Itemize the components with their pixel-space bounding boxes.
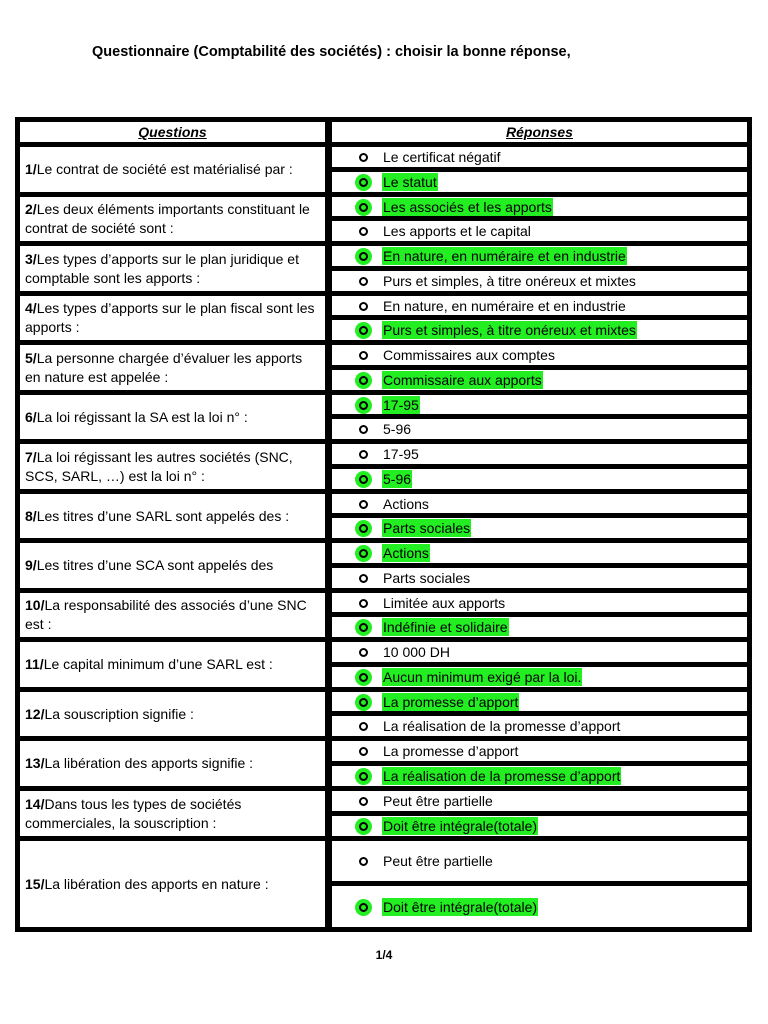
question-cell xyxy=(19,592,326,638)
answer-option-correct xyxy=(331,765,748,787)
question-text xyxy=(25,875,269,894)
question-cell xyxy=(19,790,326,837)
answer-option xyxy=(331,715,748,737)
question-number: 11/ xyxy=(25,656,44,672)
answer-text: 10 000 DH xyxy=(383,644,450,660)
answer-text: Doit être intégrale(totale) xyxy=(383,818,538,834)
answer-option-correct xyxy=(331,369,748,391)
answer-text: Les apports et le capital xyxy=(383,223,531,239)
question-label: La loi régissant la SA est la loi n° : xyxy=(36,408,248,425)
circle-bullet-icon xyxy=(359,302,368,311)
circle-bullet-icon xyxy=(359,425,368,434)
circle-bullet-icon xyxy=(359,772,368,781)
circle-bullet-icon xyxy=(359,747,368,756)
answer-option xyxy=(331,740,748,762)
answer-option xyxy=(331,790,748,812)
answer-option xyxy=(331,418,748,440)
question-cell xyxy=(19,641,326,688)
answer-text: 17-95 xyxy=(383,396,419,413)
questionnaire-table xyxy=(15,117,752,932)
answer-option xyxy=(331,344,748,366)
question-text xyxy=(25,705,194,724)
answer-text: Le statut xyxy=(383,174,437,190)
answer-text: En nature, en numéraire et en industrie xyxy=(383,297,626,314)
answer-option-correct xyxy=(331,616,748,638)
answer-text: Limitée aux apports xyxy=(383,594,506,611)
question-number: 10/ xyxy=(25,597,45,613)
question-cell xyxy=(19,443,326,490)
answer-option-correct xyxy=(331,666,748,688)
question-number: 14/ xyxy=(25,795,45,812)
question-label: Dans tous les types de sociétés commerciales, la souscription : xyxy=(25,795,242,831)
answer-option xyxy=(331,220,748,242)
circle-bullet-icon xyxy=(359,857,368,866)
answer-option xyxy=(331,840,748,882)
question-text xyxy=(25,200,320,238)
answer-option-correct xyxy=(331,885,748,928)
answer-option-correct xyxy=(331,171,748,193)
question-text xyxy=(25,596,320,634)
circle-bullet-icon xyxy=(359,903,368,912)
circle-bullet-icon xyxy=(359,822,368,831)
question-label: Les types d’apports sur le plan juridique et comptable sont les apports : xyxy=(25,250,299,286)
answer-text: Actions xyxy=(383,495,429,512)
circle-bullet-icon xyxy=(359,277,368,286)
answer-option-correct xyxy=(331,815,748,837)
question-cell xyxy=(19,295,326,341)
question-label: Le capital minimum d’une SARL est : xyxy=(43,656,273,672)
answer-option-correct xyxy=(331,691,748,712)
question-cell xyxy=(19,196,326,242)
question-cell xyxy=(19,245,326,292)
circle-bullet-icon xyxy=(359,500,368,509)
circle-bullet-icon xyxy=(359,623,368,632)
answer-option xyxy=(331,146,748,168)
answer-text: Actions xyxy=(383,545,429,561)
question-number: 12/ xyxy=(25,705,45,722)
answer-text: 5-96 xyxy=(383,421,412,437)
page-number: 1/4 xyxy=(375,948,393,962)
question-number: 7/ xyxy=(25,448,37,465)
answer-text: Parts sociales xyxy=(383,520,471,536)
answer-option-correct xyxy=(331,517,748,539)
header-questions: Questions xyxy=(19,121,326,143)
header-reponses: Réponses xyxy=(331,121,748,143)
answer-option-correct xyxy=(331,196,748,217)
circle-bullet-icon xyxy=(359,376,368,385)
question-text xyxy=(25,507,289,526)
answer-option-correct xyxy=(331,542,748,564)
answer-option xyxy=(331,592,748,613)
question-text xyxy=(25,795,320,833)
question-label: Les types d’apports sur le plan fiscal sont les apports : xyxy=(25,300,315,335)
answer-option-correct xyxy=(331,468,748,490)
answer-text: 5-96 xyxy=(383,471,412,487)
question-cell xyxy=(19,394,326,440)
question-cell xyxy=(19,740,326,787)
circle-bullet-icon xyxy=(359,351,368,360)
answer-option xyxy=(331,641,748,663)
page-title: Questionnaire (Comptabilité des sociétés) : choisir la bonne réponse, xyxy=(92,44,571,60)
circle-bullet-icon xyxy=(359,574,368,583)
circle-bullet-icon xyxy=(359,450,368,459)
question-number: 2/ xyxy=(25,201,37,217)
question-label: Les deux éléments importants constituant le contrat de société sont : xyxy=(25,201,310,236)
question-label: La souscription signifie : xyxy=(44,705,194,722)
question-cell xyxy=(19,542,326,589)
answer-text: La réalisation de la promesse d’apport xyxy=(383,768,621,784)
question-text xyxy=(25,349,320,387)
question-text xyxy=(25,408,248,427)
question-number: 8/ xyxy=(25,507,37,524)
answer-text: Doit être intégrale(totale) xyxy=(383,898,538,915)
answer-option xyxy=(331,295,748,316)
circle-bullet-icon xyxy=(359,698,368,707)
answer-text: Les associés et les apports xyxy=(383,198,552,215)
question-text xyxy=(25,655,273,674)
answer-option xyxy=(331,493,748,514)
answer-option-correct xyxy=(331,245,748,267)
question-number: 9/ xyxy=(25,557,37,573)
question-text xyxy=(25,448,320,486)
circle-bullet-icon xyxy=(359,673,368,682)
circle-bullet-icon xyxy=(359,178,368,187)
question-number: 5/ xyxy=(25,349,37,366)
question-text xyxy=(25,250,320,288)
circle-bullet-icon xyxy=(359,326,368,335)
question-number: 6/ xyxy=(25,408,37,425)
question-number: 1/ xyxy=(25,161,37,177)
question-cell xyxy=(19,691,326,737)
circle-bullet-icon xyxy=(359,252,368,261)
circle-bullet-icon xyxy=(359,153,368,162)
question-number: 15/ xyxy=(25,875,45,892)
question-number: 13/ xyxy=(25,755,45,771)
answer-text: Parts sociales xyxy=(383,570,471,586)
question-text xyxy=(25,556,273,575)
answer-text: Peut être partielle xyxy=(383,793,493,809)
answer-text: Aucun minimum exigé par la loi. xyxy=(383,669,582,685)
question-label: Les titres d’une SARL sont appelés des : xyxy=(36,507,290,524)
answer-text: La réalisation de la promesse d’apport xyxy=(383,718,621,734)
circle-bullet-icon xyxy=(359,227,368,236)
answer-option xyxy=(331,443,748,465)
question-cell xyxy=(19,146,326,193)
question-number: 4/ xyxy=(25,300,37,316)
circle-bullet-icon xyxy=(359,549,368,558)
circle-bullet-icon xyxy=(359,475,368,484)
question-label: La responsabilité des associés d’une SNC est : xyxy=(25,597,307,632)
question-label: Le contrat de société est matérialisé par : xyxy=(36,161,293,177)
question-cell xyxy=(19,344,326,391)
question-text xyxy=(25,160,293,179)
question-cell xyxy=(19,840,326,928)
circle-bullet-icon xyxy=(359,722,368,731)
circle-bullet-icon xyxy=(359,599,368,608)
answer-text: Commissaire aux apports xyxy=(383,372,542,388)
circle-bullet-icon xyxy=(359,401,368,410)
answer-text: 17-95 xyxy=(383,446,419,462)
question-label: Les titres d’une SCA sont appelés des xyxy=(36,557,274,573)
answer-text: Purs et simples, à titre onéreux et mixtes xyxy=(383,273,636,289)
answer-option-correct xyxy=(331,394,748,415)
answer-text: Purs et simples, à titre onéreux et mixtes xyxy=(383,322,636,338)
answer-text: Commissaires aux comptes xyxy=(383,347,555,363)
question-label: La personne chargée d’évaluer les apports en nature est appelée : xyxy=(25,349,303,385)
question-label: La libération des apports en nature : xyxy=(44,875,269,892)
question-text xyxy=(25,299,320,337)
answer-option-correct xyxy=(331,319,748,341)
question-text xyxy=(25,754,253,773)
circle-bullet-icon xyxy=(359,648,368,657)
answer-text: Le certificat négatif xyxy=(383,149,501,165)
circle-bullet-icon xyxy=(359,203,368,212)
answer-text: Indéfinie et solidaire xyxy=(383,619,508,635)
answer-option xyxy=(331,270,748,292)
answer-text: Peut être partielle xyxy=(383,853,493,869)
question-cell xyxy=(19,493,326,539)
question-number: 3/ xyxy=(25,250,37,267)
circle-bullet-icon xyxy=(359,797,368,806)
answer-text: La promesse d’apport xyxy=(383,743,519,759)
question-label: La libération des apports signifie : xyxy=(44,755,254,771)
answer-option xyxy=(331,567,748,589)
circle-bullet-icon xyxy=(359,524,368,533)
answer-text: La promesse d’apport xyxy=(383,693,519,710)
answer-text: En nature, en numéraire et en industrie xyxy=(383,248,626,264)
question-label: La loi régissant les autres sociétés (SNC, SCS, SARL, …) est la loi n° : xyxy=(25,448,293,484)
